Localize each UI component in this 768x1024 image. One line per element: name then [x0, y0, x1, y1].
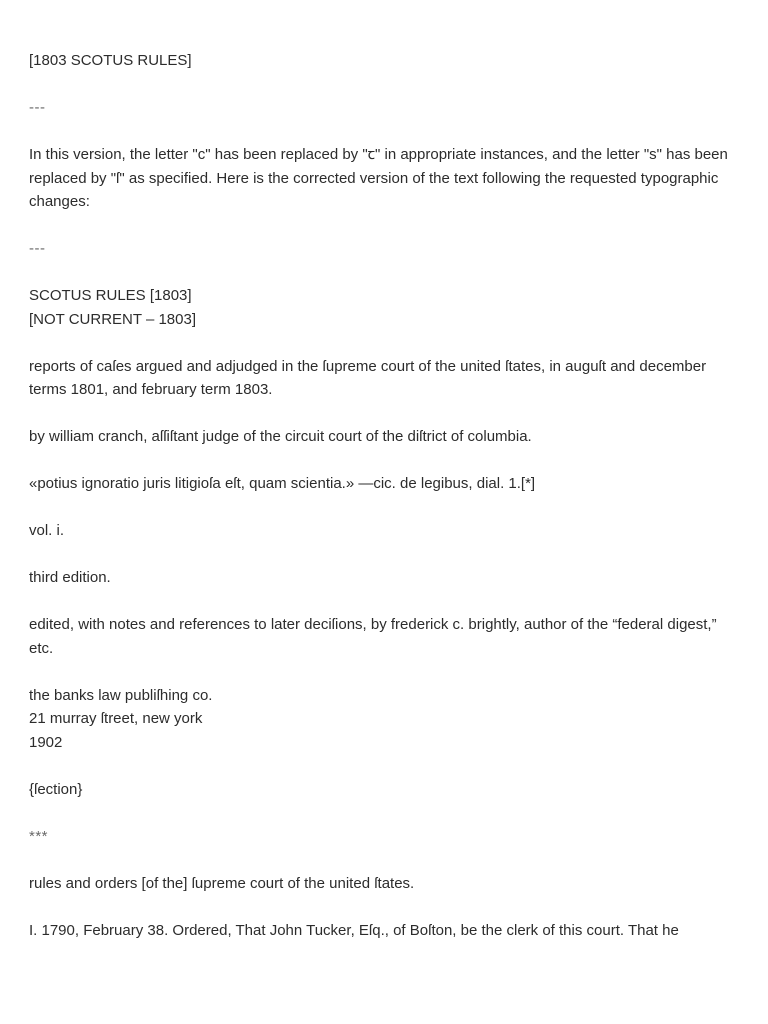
document-body [29, 49, 739, 942]
author-line: by william cranch, aſſiſtant judge of the circuit court of the diſtrict of columbia. [29, 428, 532, 445]
header-tag: [1803 SCOTUS RULES] [29, 52, 192, 69]
document-title: SCOTUS RULES [1803] [NOT CURRENT – 1803] [29, 287, 196, 328]
volume-line: vol. i. [29, 522, 65, 539]
reports-paragraph: reports of caſes argued and adjudged in the ſupreme court of the united ſtates, in auguſt and december terms 1801, and february term 1803. [29, 357, 707, 398]
publisher-block: the banks law publiſhing co. 21 murray ſtreet, new york 1902 [29, 686, 213, 751]
editor-paragraph: edited, with notes and references to later deciſions, by frederick c. brightly, author of the “federal digest,” etc. [29, 616, 717, 657]
rules-heading: rules and orders [of the] ſupreme court of the united ſtates. [29, 874, 415, 892]
edition-line: third edition. [29, 569, 111, 586]
separator-line: --- [29, 240, 46, 257]
rule-1-paragraph: I. 1790, February 38. Ordered, That John Tucker, Eſq., of Boſton, be the clerk of this court. That he [29, 921, 679, 939]
stars-separator: *** [29, 827, 49, 845]
section-tag: {ſection} [29, 780, 83, 798]
epigraph-line: «potius ignoratio juris litigioſa eſt, quam scientia.» —cic. de legibus, dial. 1.[*] [29, 475, 536, 492]
intro-paragraph: In this version, the letter "c" has been replaced by "ꞇ" in appropriate instances, and the letter "s" has been replaced by "ſ" as specified. Here is the corrected version of the text following the requested typographic changes: [29, 146, 728, 210]
separator-line: --- [29, 99, 46, 116]
